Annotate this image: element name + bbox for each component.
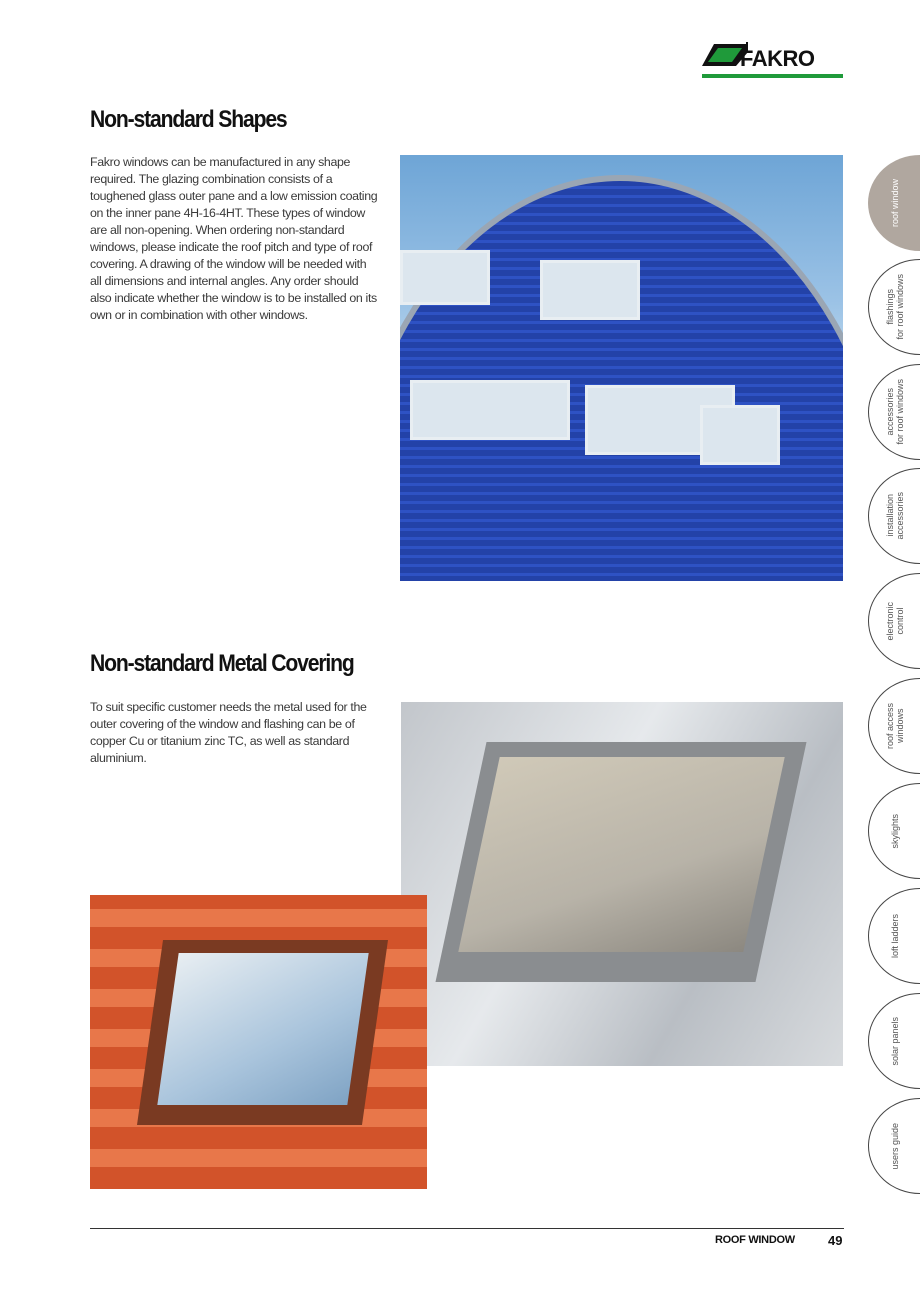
tab-electronic-control[interactable] <box>868 573 920 669</box>
tab-label: installation accessories <box>884 492 905 540</box>
footer-section: ROOF WINDOW <box>715 1234 795 1246</box>
metal-roof-window-photo <box>401 702 843 1066</box>
tiled-roof-window-photo <box>90 895 427 1189</box>
tab-skylights[interactable] <box>868 783 920 879</box>
tab-label: electronic control <box>884 601 905 641</box>
tab-loft-ladders[interactable] <box>868 888 920 984</box>
tab-solar-panels[interactable] <box>868 993 920 1089</box>
section-body-metal: To suit specific customer needs the metal used for the outer covering of the window and flashing can be of copper Cu or titanium zinc TC, as well as standard aluminium. <box>90 700 367 765</box>
tab-label: solar panels <box>889 1016 900 1066</box>
tab-label: roof access windows <box>884 702 905 750</box>
section-title-shapes: Non-standard Shapes <box>90 106 287 133</box>
section-title-metal: Non-standard Metal Covering <box>90 650 354 677</box>
tab-label: loft ladders <box>889 913 900 959</box>
section-body-shapes: Fakro windows can be manufactured in any shape required. The glazing combination consists of a toughened glass outer pane and a low emission coating on the inner pane 4H-16-4HT. These types of window are all non-opening. When ordering non-standard windows, please indicate the roof pitch and type of roof covering. A drawing of the window will be needed with all dimensions and internal angles. Any order should also indicate whether the window is to be installed on its own or in combination with other windows. <box>90 155 378 322</box>
tab-roof-window[interactable] <box>868 155 920 251</box>
logo-text: FAKRO <box>740 46 815 71</box>
tab-label: flashings for roof windows <box>884 274 905 340</box>
tab-accessories[interactable] <box>868 364 920 460</box>
tab-label: roof window <box>889 178 900 228</box>
tab-label: skylights <box>889 813 900 849</box>
tab-label: users guide <box>889 1122 900 1170</box>
footer-divider <box>90 1228 844 1229</box>
tab-users-guide[interactable] <box>868 1098 920 1194</box>
fakro-logo <box>700 40 845 80</box>
tab-roof-access-windows[interactable] <box>868 678 920 774</box>
page-number: 49 <box>828 1233 843 1248</box>
dome-building-photo <box>400 155 843 581</box>
tab-flashings[interactable] <box>868 259 920 355</box>
tab-label: accessories for roof windows <box>884 379 905 445</box>
tab-installation-accessories[interactable] <box>868 468 920 564</box>
logo-bar <box>702 74 843 78</box>
